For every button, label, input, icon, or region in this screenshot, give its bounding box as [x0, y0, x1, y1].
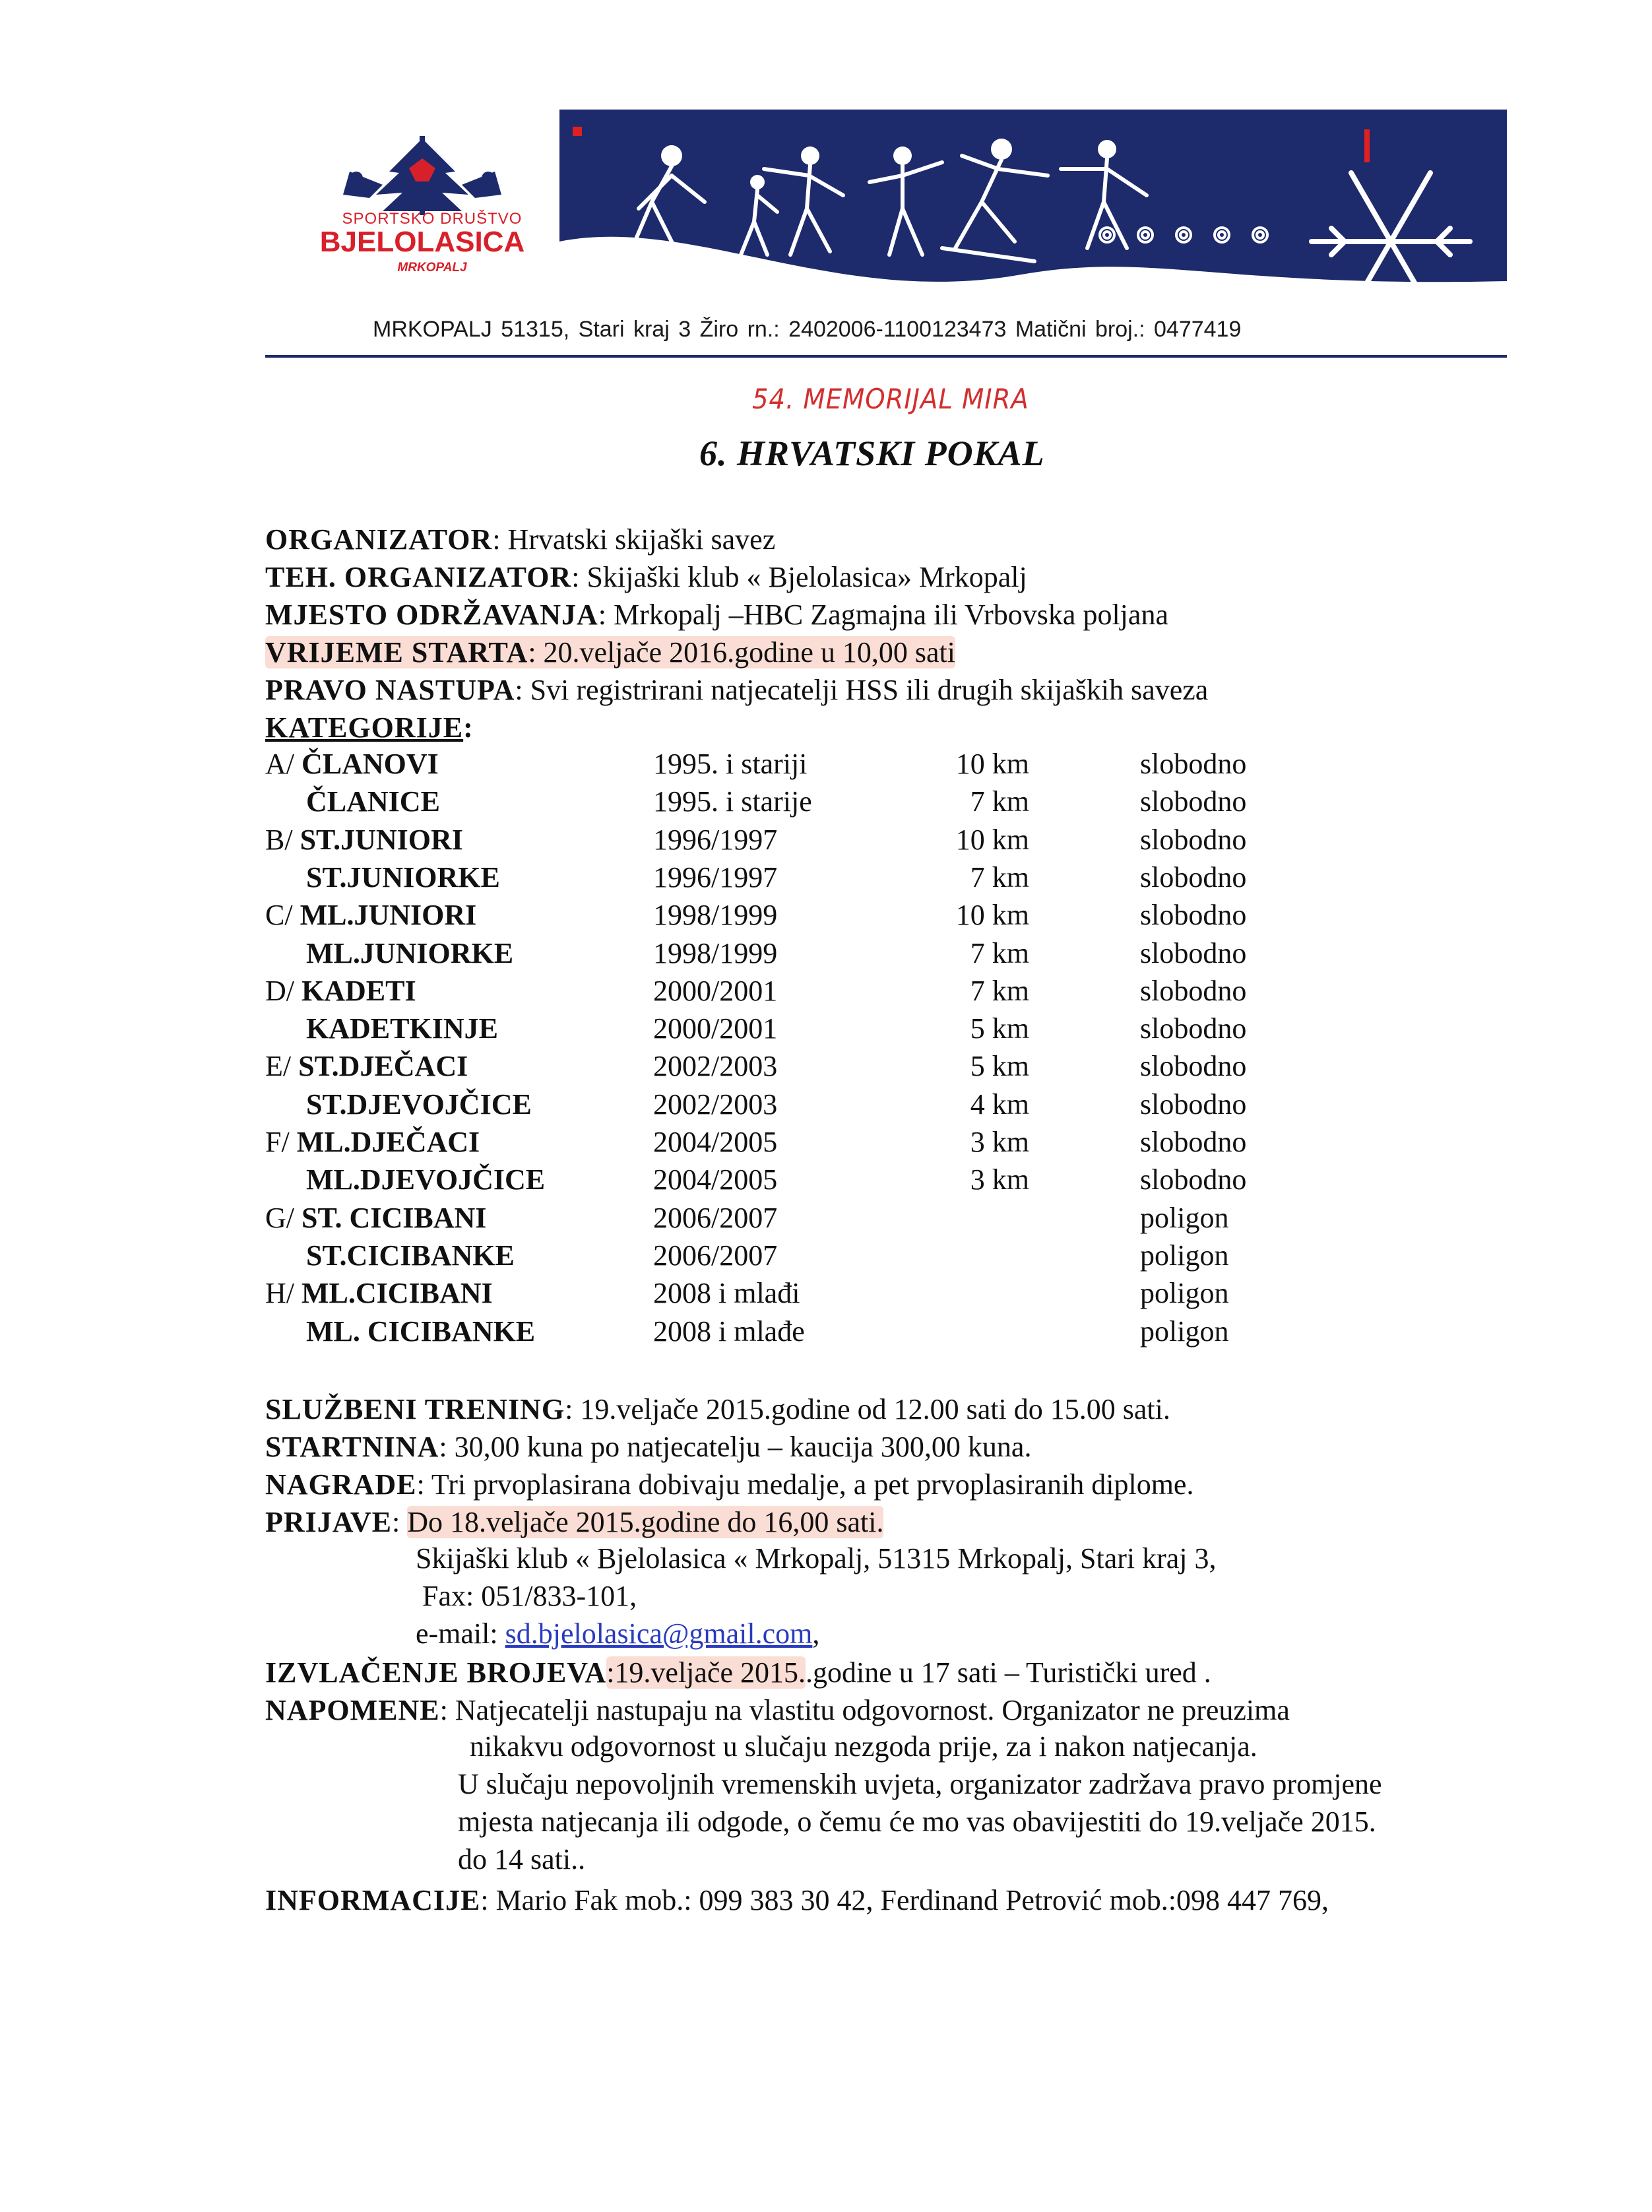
- category-label: ČLANICE: [306, 785, 440, 818]
- nagrade-line: [265, 1466, 1193, 1503]
- category-years: 2004/2005: [653, 1163, 778, 1196]
- trening-value: : 19.veljače 2015.godine od 12.00 sati do 15.00 sati.: [565, 1393, 1170, 1425]
- handwritten-title: 54. MEMORIJAL MIRA: [752, 383, 1029, 415]
- vrijeme-value: : 20.veljače 2016.godine u 10,00 sati: [528, 636, 955, 668]
- category-prefix: B/: [265, 823, 300, 856]
- category-years: 1998/1999: [653, 899, 778, 932]
- category-prefix: D/: [265, 974, 302, 1007]
- pravo-line: [265, 672, 1208, 709]
- category-style: slobodno: [1140, 1163, 1247, 1196]
- category-style: slobodno: [1140, 974, 1247, 1007]
- category-label: ML.CICIBANI: [302, 1277, 493, 1310]
- teh-organizator-line: [265, 559, 1027, 596]
- vrijeme-highlight: [265, 636, 955, 668]
- category-row: [0, 974, 1652, 1012]
- prijave-colon: :: [392, 1506, 408, 1538]
- vrijeme-label: VRIJEME STARTA: [265, 636, 528, 668]
- category-name: [265, 898, 476, 932]
- category-years: 2006/2007: [653, 1239, 778, 1272]
- category-name: [306, 1315, 535, 1348]
- vrijeme-line: [265, 634, 955, 671]
- category-style: poligon: [1140, 1315, 1229, 1348]
- category-prefix: G/: [265, 1201, 302, 1234]
- kategorije-colon: :: [463, 711, 474, 744]
- category-row: [0, 1239, 1652, 1277]
- mjesto-line: [265, 597, 1168, 634]
- category-style: slobodno: [1140, 748, 1247, 780]
- category-row: [0, 1201, 1652, 1239]
- category-label: ST.DJEČACI: [298, 1050, 468, 1083]
- izvlacenje-line: [265, 1654, 1211, 1691]
- category-label: ML.JUNIORI: [300, 899, 477, 932]
- category-prefix: C/: [265, 899, 300, 932]
- category-name: [306, 936, 513, 970]
- category-name: [306, 1163, 545, 1196]
- category-prefix: H/: [265, 1277, 302, 1310]
- category-label: KADETKINJE: [306, 1012, 498, 1045]
- category-prefix: E/: [265, 1050, 299, 1083]
- category-row: [0, 1125, 1652, 1163]
- nagrade-label: NAGRADE: [265, 1468, 417, 1501]
- category-name: [265, 747, 439, 781]
- category-name: [306, 1239, 515, 1272]
- category-row: [0, 1088, 1652, 1126]
- nagrade-value: : Tri prvoplasirana dobivaju medalje, a pet prvoplasiranih diplome.: [416, 1468, 1194, 1501]
- category-years: 2008 i mlađe: [653, 1315, 805, 1348]
- category-label: ML. CICIBANKE: [306, 1315, 536, 1348]
- startnina-label: STARTNINA: [265, 1431, 439, 1463]
- category-row: [0, 1012, 1652, 1050]
- category-years: 2006/2007: [653, 1201, 778, 1234]
- startnina-line: [265, 1429, 1031, 1466]
- category-label: KADETI: [302, 974, 416, 1007]
- category-years: 1995. i stariji: [653, 748, 808, 780]
- category-label: ST. CICIBANI: [302, 1201, 487, 1234]
- category-distance: 3 km: [970, 1163, 1029, 1196]
- category-label: ST.JUNIORKE: [306, 861, 500, 894]
- category-name: [265, 1049, 468, 1083]
- trening-label: SLUŽBENI TRENING: [265, 1393, 565, 1425]
- category-row: [0, 936, 1652, 975]
- kategorije-label: KATEGORIJE: [265, 711, 464, 744]
- pravo-label: PRAVO NASTUPA: [265, 674, 515, 706]
- napomene-line1: : Natjecatelji nastupaju na vlastitu odgovornost. Organizator ne preuzima: [439, 1694, 1290, 1726]
- category-style: slobodno: [1140, 823, 1247, 856]
- category-distance: 7 km: [970, 974, 1029, 1007]
- organizator-line: [265, 521, 775, 558]
- category-label: ML.JUNIORKE: [306, 936, 514, 969]
- category-years: 1996/1997: [653, 861, 778, 894]
- category-distance: 7 km: [970, 785, 1029, 818]
- category-years: 2000/2001: [653, 974, 778, 1007]
- category-distance: 10 km: [955, 899, 1029, 932]
- category-row: [0, 1315, 1652, 1353]
- category-style: slobodno: [1140, 1088, 1247, 1121]
- category-distance: 7 km: [970, 861, 1029, 894]
- category-name: [265, 974, 416, 1008]
- header-divider: [265, 355, 1507, 358]
- prijave-address: Skijaški klub « Bjelolasica « Mrkopalj, 51315 Mrkopalj, Stari kraj 3,: [416, 1542, 1217, 1575]
- organizator-value: : Hrvatski skijaški savez: [492, 523, 776, 556]
- category-style: slobodno: [1140, 1050, 1247, 1083]
- category-years: 2000/2001: [653, 1012, 778, 1045]
- category-years: 2002/2003: [653, 1050, 778, 1083]
- category-distance: 3 km: [970, 1126, 1029, 1158]
- category-row: [0, 747, 1652, 785]
- category-row: [0, 898, 1652, 936]
- mjesto-label: MJESTO ODRŽAVANJA: [265, 599, 598, 631]
- trening-line: [265, 1391, 1170, 1428]
- category-row: [0, 1049, 1652, 1088]
- logo-line3: MRKOPALJ: [397, 261, 467, 275]
- napomene-line2: nikakvu odgovornost u slučaju nezgoda prije, za i nakon natjecanja.: [470, 1730, 1257, 1763]
- category-distance: 10 km: [955, 823, 1029, 856]
- category-prefix: A/: [265, 748, 302, 780]
- logo-line1: SPORTSKO DRUŠTVO: [342, 210, 523, 228]
- cross-country-skiers-banner-icon: [559, 110, 1507, 292]
- category-name: [265, 1276, 493, 1310]
- category-years: 1998/1999: [653, 936, 778, 969]
- email-label: e-mail:: [416, 1617, 505, 1650]
- category-style: slobodno: [1140, 785, 1247, 818]
- category-row: [0, 823, 1652, 861]
- category-row: [0, 861, 1652, 899]
- category-name: [306, 785, 440, 818]
- mjesto-value: : Mrkopalj –HBC Zagmajna ili Vrbovska poljana: [598, 599, 1168, 631]
- logo-line2: BJELOLASICA: [319, 226, 525, 258]
- category-label: ST.JUNIORI: [300, 823, 463, 856]
- prijave-fax: Fax: 051/833-101,: [422, 1580, 637, 1612]
- napomene-line5: do 14 sati..: [458, 1843, 586, 1875]
- informacije-label: INFORMACIJE: [265, 1884, 481, 1916]
- prijave-label: PRIJAVE: [265, 1506, 393, 1538]
- pravo-value: : Svi registrirani natjecatelji HSS ili drugih skijaških saveza: [515, 674, 1209, 706]
- category-years: 2008 i mlađi: [653, 1277, 800, 1310]
- category-label: ČLANOVI: [302, 748, 439, 780]
- category-years: 1995. i starije: [653, 785, 812, 818]
- category-name: [265, 1125, 480, 1159]
- category-label: ST.DJEVOJČICE: [306, 1088, 532, 1121]
- category-name: [265, 823, 463, 857]
- category-label: ML.DJEČACI: [296, 1126, 480, 1158]
- email-link[interactable]: sd.bjelolasica@gmail.com: [505, 1617, 813, 1650]
- prijave-deadline: Do 18.veljače 2015.godine do 16,00 sati.: [407, 1506, 884, 1538]
- category-row: [0, 785, 1652, 823]
- izvlacenje-value: .godine u 17 sati – Turistički ured .: [806, 1656, 1211, 1689]
- category-years: 2004/2005: [653, 1126, 778, 1158]
- startnina-value: : 30,00 kuna po natjecatelju – kaucija 300,00 kuna.: [439, 1431, 1032, 1463]
- prijave-email-line: [416, 1617, 819, 1650]
- category-style: poligon: [1140, 1201, 1229, 1234]
- category-distance: 5 km: [970, 1050, 1029, 1083]
- teh-organizator-label: TEH. ORGANIZATOR: [265, 561, 572, 593]
- category-distance: 7 km: [970, 936, 1029, 969]
- category-row: [0, 1276, 1652, 1315]
- category-distance: 10 km: [955, 748, 1029, 780]
- organizator-label: ORGANIZATOR: [265, 523, 493, 556]
- category-label: ML.DJEVOJČICE: [306, 1163, 546, 1196]
- category-name: [306, 861, 500, 894]
- category-distance: 4 km: [970, 1088, 1029, 1121]
- header-address: MRKOPALJ 51315, Stari kraj 3 Žiro rn.: 2402006-1100123473 Matični broj.: 0477419: [373, 317, 1242, 342]
- izvlacenje-date: :19.veljače 2015.: [606, 1656, 806, 1689]
- category-name: [265, 1201, 486, 1235]
- kategorije-heading: [265, 709, 474, 746]
- napomene-line4: mjesta natjecanja ili odgode, o čemu će mo vas obavijestiti do 19.veljače 2015.: [458, 1805, 1376, 1838]
- category-distance: 5 km: [970, 1012, 1029, 1045]
- category-style: poligon: [1140, 1277, 1229, 1310]
- category-style: slobodno: [1140, 861, 1247, 894]
- napomene-label: NAPOMENE: [265, 1694, 440, 1726]
- category-style: slobodno: [1140, 936, 1247, 969]
- category-row: [0, 1163, 1652, 1201]
- category-name: [306, 1012, 498, 1045]
- izvlacenje-label: IZVLAČENJE BROJEVA: [265, 1656, 607, 1689]
- prijave-line: [265, 1504, 883, 1541]
- napomene-line: [265, 1692, 1290, 1729]
- category-name: [306, 1088, 532, 1121]
- category-label: ST.CICIBANKE: [306, 1239, 515, 1272]
- category-style: slobodno: [1140, 1126, 1247, 1158]
- category-style: poligon: [1140, 1239, 1229, 1272]
- teh-organizator-value: : Skijaški klub « Bjelolasica» Mrkopalj: [571, 561, 1027, 593]
- page-title: 6. HRVATSKI POKAL: [699, 434, 1045, 473]
- category-style: slobodno: [1140, 1012, 1247, 1045]
- category-prefix: F/: [265, 1126, 297, 1158]
- napomene-line3: U slučaju nepovoljnih vremenskih uvjeta, organizator zadržava pravo promjene: [458, 1768, 1382, 1800]
- email-tail: ,: [812, 1617, 820, 1650]
- category-style: slobodno: [1140, 899, 1247, 932]
- informacije-line: [265, 1882, 1329, 1919]
- category-years: 1996/1997: [653, 823, 778, 856]
- informacije-value: : Mario Fak mob.: 099 383 30 42, Ferdinand Petrović mob.:098 447 769,: [480, 1884, 1329, 1916]
- category-years: 2002/2003: [653, 1088, 778, 1121]
